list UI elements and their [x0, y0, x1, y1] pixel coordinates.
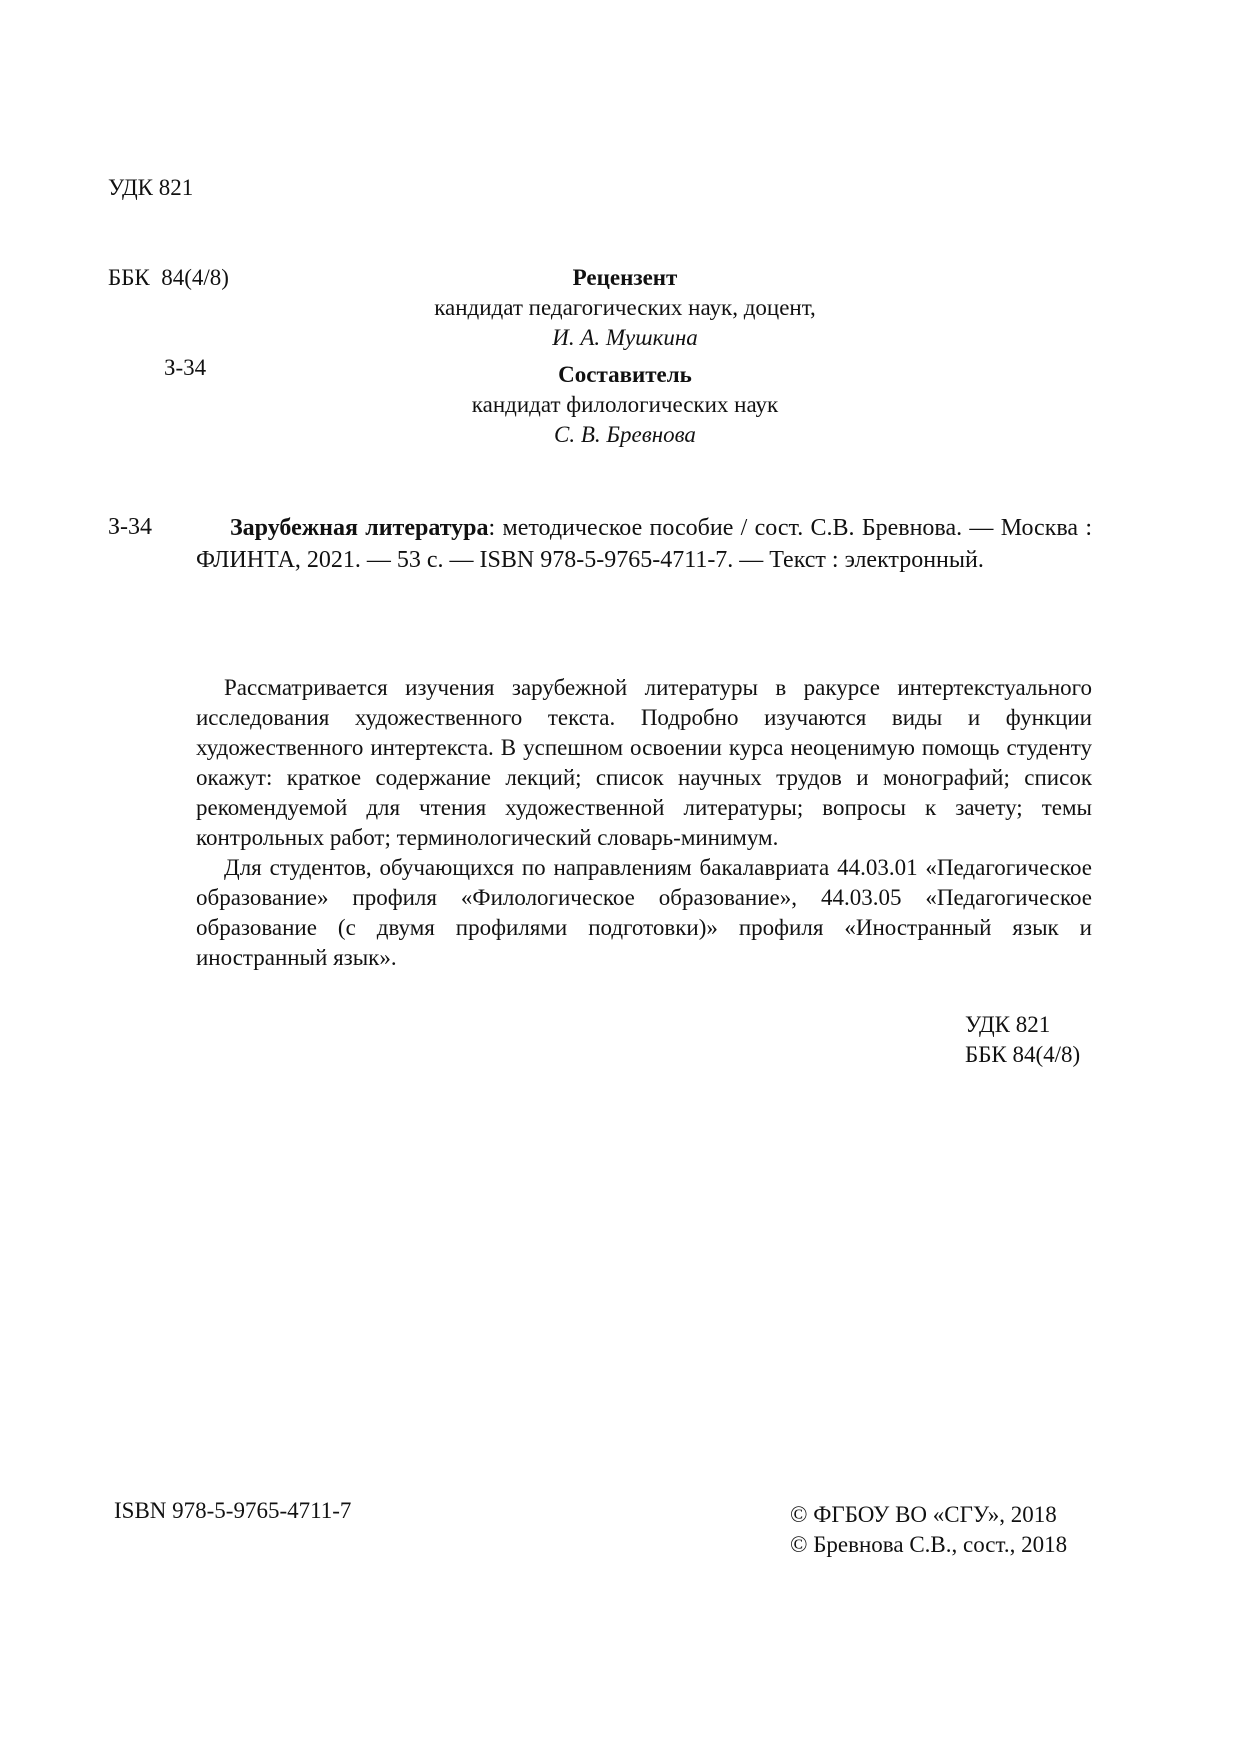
udk-code: УДК 821: [108, 175, 194, 200]
classification-bottom: [965, 1010, 1080, 1070]
biblio-code: З-34: [108, 514, 153, 540]
copyright-compiler: © Бревнова С.В., сост., 2018: [790, 1532, 1068, 1557]
isbn: ISBN 978-5-9765-4711-7: [114, 1498, 352, 1523]
author-mark: З-34: [164, 355, 207, 380]
book-title: Зарубежная литература: [230, 515, 489, 541]
copyright-university: © ФГБОУ ВО «СГУ», 2018: [790, 1502, 1057, 1527]
bbk-code: ББК 84(4/8): [108, 265, 229, 290]
book-description: : методическое пособие / сост. С.В. Бревнова. — Москва : ФЛИНТА, 2021. — 53 с. — ISBN 978-5-9765-4711-7. — Текст : электронный.: [196, 515, 1092, 573]
copyright-block: [790, 1500, 1067, 1560]
classification-top: [108, 113, 229, 413]
compiler-title: кандидат филологических наук: [471, 392, 779, 417]
abstract-paragraph-2: Для студентов, обучающихся по направлениям бакалавриата 44.03.01 «Педагогическое образование» профиля «Филологическое образование», 44.03.05 «Педагогическое образование (с двумя профилями подготовки)» профиля «Иностранный язык и иностранный язык».: [196, 855, 1092, 970]
compiler-block: [300, 360, 950, 450]
abstract-paragraph-1: Рассматривается изучения зарубежной литературы в ракурсе интертекстуального исследования художественного текста. Подробно изучаются виды и функции художественного интертекста. В успешном освоении курса неоценимую помощь студенту окажут: краткое содержание лекций; список научных трудов и монографий; список рекомендуемой для чтения художественной литературы; вопросы к зачету; темы контрольных работ; терминологический словарь-минимум.: [196, 675, 1092, 850]
reviewer-block: [300, 263, 950, 353]
reviewer-name: И. А. Мушкина: [552, 325, 698, 350]
udk-code-bottom: УДК 821: [965, 1012, 1051, 1037]
reviewer-title: кандидат педагогических наук, доцент,: [434, 295, 816, 320]
bibliographic-record: [196, 512, 1092, 576]
reviewer-heading: Рецензент: [572, 265, 678, 290]
bbk-code-bottom: ББК 84(4/8): [965, 1042, 1081, 1067]
compiler-name: С. В. Бревнова: [554, 422, 696, 447]
abstract: [196, 673, 1092, 973]
compiler-heading: Составитель: [558, 362, 692, 387]
